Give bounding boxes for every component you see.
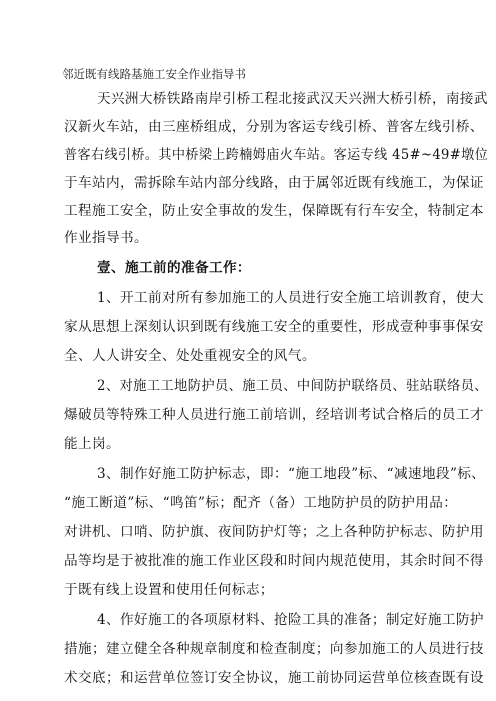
intro-line: 天兴洲大桥铁路南岸引桥工程北接武汉天兴洲大桥引桥，南接武 — [97, 91, 488, 107]
page-header: 邻近既有线路基施工安全作业指导书 — [62, 67, 246, 81]
intro-line: 汉新火车站，由三座桥组成，分别为客运专线引桥、普客左线引桥、 — [64, 119, 484, 135]
item-line: 1、开工前对所有参加施工的人员进行安全施工培训教育，使大 — [97, 290, 484, 306]
item-line: 于既有线上设置和使用任何标志； — [64, 582, 274, 598]
intro-line: 作业指导书。 — [64, 230, 148, 246]
section-heading: 壹、施工前的准备工作： — [97, 260, 251, 276]
item-line: 术交底；和运营单位签订安全协议，施工前协同运营单位核查既有设 — [64, 670, 484, 686]
intro-line: 工程施工安全，防止安全事故的发生，保障既有行车安全，特制定本 — [64, 203, 484, 219]
item-line: 3、制作好施工防护标志，即：“施工地段”标、“减速地段”标、 — [97, 466, 486, 482]
item-line: 对讲机、口哨、防护旗、夜间防护灯等；之上各种防护标志、防护用 — [64, 524, 484, 540]
item-line: 措施；建立健全各种规章制度和检查制度；向参加施工的人员进行技 — [64, 641, 484, 657]
item-line: 全、人人讲安全、处处重视安全的风气。 — [64, 348, 316, 364]
item-line: 4、作好施工的各项原材料、抢险工具的准备；制定好施工防护 — [97, 612, 484, 628]
item-line: 能上岗。 — [64, 436, 120, 452]
intro-line: 普客右线引桥。其中桥梁上跨楠姆庙火车站。客运专线 45#~49#墩位 — [64, 147, 489, 163]
item-line: 2、对施工工地防护员、施工员、中间防护联络员、驻站联络员、 — [97, 378, 488, 394]
item-line: 品等均是于被批准的施工作业区段和时间内规范使用，其余时间不得 — [64, 553, 484, 569]
item-line: 家从思想上深刻认识到既有线施工安全的重要性，形成壹种事事保安 — [64, 319, 484, 335]
item-line: 爆破员等特殊工种人员进行施工前培训，经培训考试合格后的员工才 — [64, 407, 484, 423]
item-line: “施工断道”标、“鸣笛”标；配齐（备）工地防护员的防护用品： — [64, 495, 458, 511]
intro-line: 于车站内，需拆除车站内部分线路，由于属邻近既有线施工，为保证 — [64, 175, 484, 191]
